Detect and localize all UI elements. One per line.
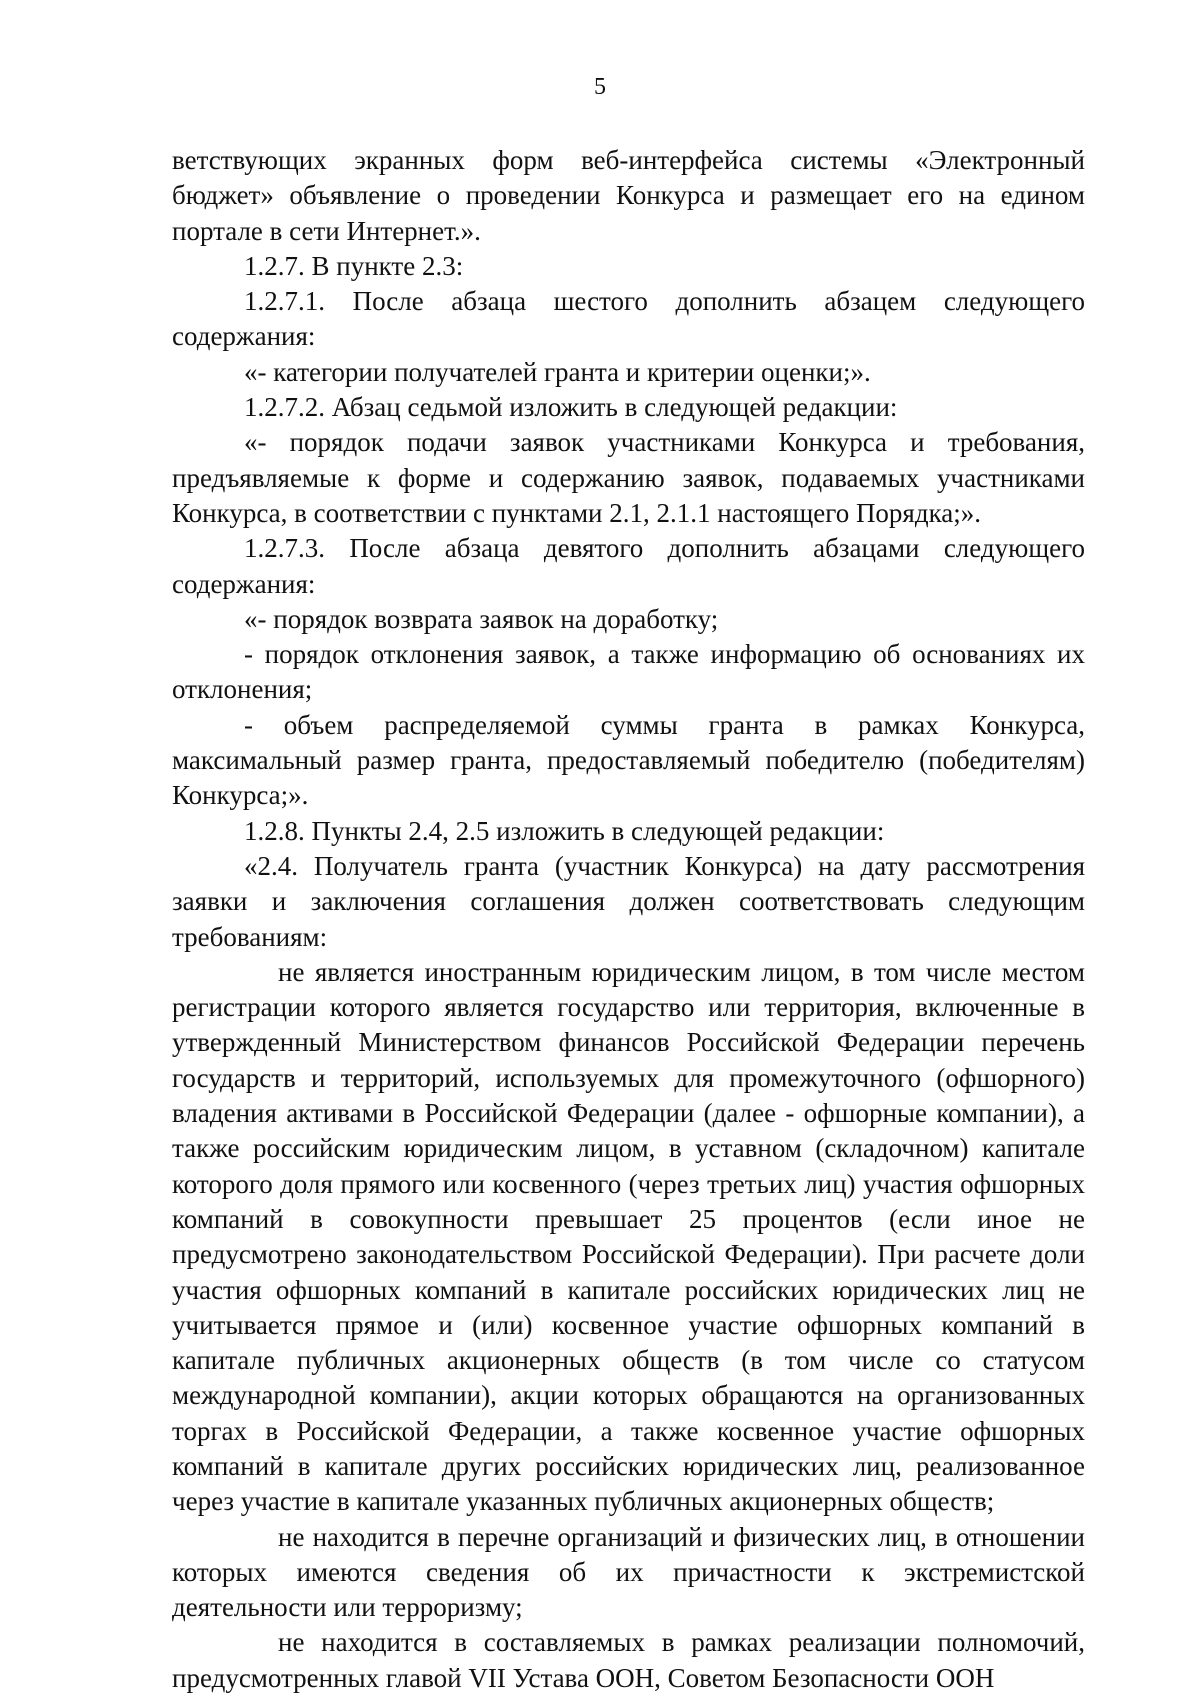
paragraph: - порядок отклонения заявок, а также информацию об основаниях их отклонения; [172,639,1085,705]
paragraph: не находится в составляемых в рамках реализации полномочий, предусмотренных главой VII Устава ООН, Советом Безопасности ООН [172,1627,1085,1693]
document-body [172,143,1085,1696]
paragraph: 1.2.7.2. Абзац седьмой изложить в следующей редакции: [244,392,898,423]
page-number: 5 [594,74,606,100]
paragraph: не находится в перечне организаций и физических лиц, в отношении которых имеются сведения об их причастности к экстремистской деятельности или терроризму; [172,1521,1085,1623]
paragraph: не является иностранным юридическим лицом, в том числе местом регистрации которого является государство или территория, включенные в утвержденный Министерством финансов Российской Федерации перечень государств и территорий, используемых для промежуточного (офшорного) владения активами в Российской Федерации (далее - офшорные компании), а также российским юридическим лицом, в уставном (складочном) капитале которого доля прямого или косвенного (через третьих лиц) участия офшорных компаний в совокупности превышает 25 процентов (если иное не предусмотрено законодательством Российской Федерации). При расчете доли участия офшорных компаний в капитале российских юридических лиц не учитывается прямое и (или) косвенное участие офшорных компаний в капитале публичных акционерных обществ (в том числе со статусом международной компании), акции которых обращаются на организованных торгах в Российской Федерации, а также косвенное участие офшорных компаний в капитале других российских юридических лиц, реализованное через участие в капитале указанных публичных акционерных обществ; [172,956,1085,1517]
paragraph: - объем распределяемой суммы гранта в рамках Конкурса, максимальный размер гранта, предоставляемый победителю (победителям) Конкурса;». [172,709,1085,811]
paragraph: «- порядок подачи заявок участниками Конкурса и требования, предъявляемые к форме и содержанию заявок, подаваемых участниками Конкурса, в соответствии с пунктами 2.1, 2.1.1 настоящего Порядка;». [172,427,1085,528]
paragraph: 1.2.7. В пункте 2.3: [244,250,464,281]
paragraph: 1.2.7.1. После абзаца шестого дополнить абзацем следующего содержания: [172,286,1085,352]
paragraph: 1.2.8. Пункты 2.4, 2.5 изложить в следующей редакции: [244,815,885,846]
paragraph: 1.2.7.3. После абзаца девятого дополнить абзацами следующего содержания: [172,533,1085,599]
paragraph: «- порядок возврата заявок на доработку; [244,603,719,634]
paragraph: «2.4. Получатель гранта (участник Конкурса) на дату рассмотрения заявки и заключения соглашения должен соответствовать следующим требованиям: [172,850,1085,952]
paragraph: ветствующих экранных форм веб-интерфейса системы «Электронный бюджет» объявление о проведении Конкурса и размещает его на едином портале в сети Интернет.». [172,145,1085,246]
paragraph: «- категории получателей гранта и критерии оценки;». [244,356,871,387]
